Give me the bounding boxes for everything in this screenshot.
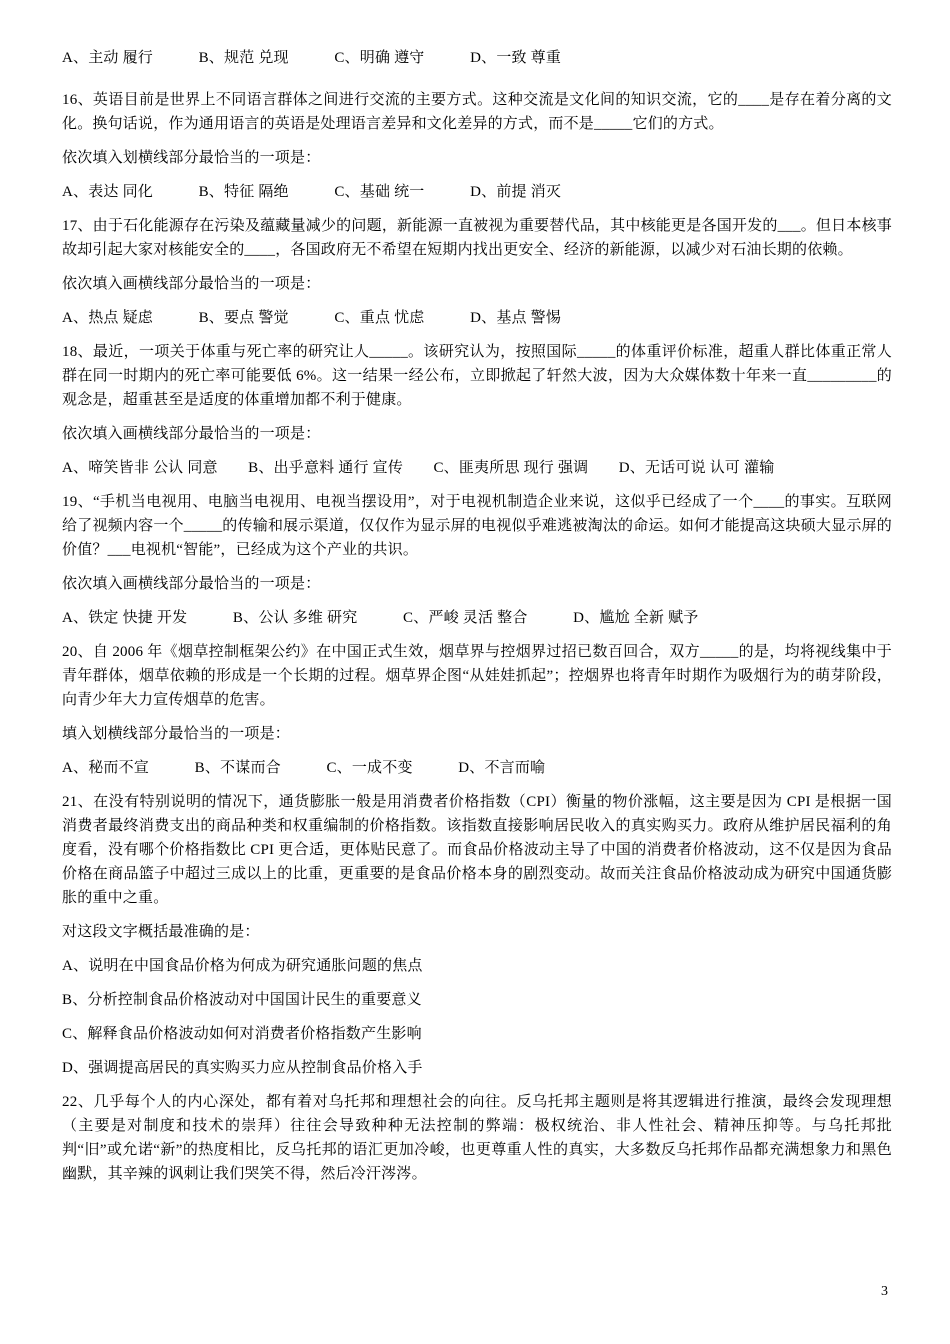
question-16 — [62, 88, 892, 204]
question-18-options-line: A、啼笑皆非 公认 同意 B、出乎意料 通行 宣传 C、匪夷所思 现行 强调 D、无话可说 认可 灌输 — [62, 460, 775, 476]
question-21-option-d: D、强调提高居民的真实购买力应从控制食品价格入手 — [62, 1060, 423, 1076]
question-19-options-line: A、铁定 快捷 开发 B、公认 多维 研究 C、严峻 灵活 整合 D、尴尬 全新 赋予 — [62, 610, 699, 626]
question-16-stem: 16、英语目前是世界上不同语言群体之间进行交流的主要方式。这种交流是文化间的知识交流，它的____是存在着分离的文化。换句话说，作为通用语言的英语是处理语言差异和文化差异的方式，而不是_____它们的方式。 — [62, 92, 892, 132]
question-22 — [62, 1090, 892, 1186]
question-19-prompt: 依次填入画横线部分最恰当的一项是： — [62, 576, 321, 592]
question-18 — [62, 340, 892, 480]
question-17 — [62, 214, 892, 330]
question-21-option-c: C、解释食品价格波动如何对消费者价格指数产生影响 — [62, 1026, 422, 1042]
question-16-prompt: 依次填入划横线部分最恰当的一项是： — [62, 150, 321, 166]
question-20-prompt: 填入划横线部分最恰当的一项是： — [62, 726, 291, 742]
question-19 — [62, 490, 892, 630]
question-17-options-line: A、热点 疑虑 B、要点 警觉 C、重点 忧虑 D、基点 警惕 — [62, 310, 562, 326]
question-21-prompt: 对这段文字概括最准确的是： — [62, 924, 260, 940]
question-21-option-b: B、分析控制食品价格波动对中国国计民生的重要意义 — [62, 992, 422, 1008]
question-19-stem: 19、“手机当电视用、电脑当电视用、电视当摆设用”，对于电视机制造企业来说，这似乎已经成了一个____的事实。互联网给了视频内容一个_____的传输和展示渠道，仅仅作为显示屏的电视似乎难逃被淘汰的命运。如何才能提高这块硕大显示屏的价值？___电视机“智能”，已经成为这个产业的共识。 — [62, 494, 892, 558]
question-16-options-line: A、表达 同化 B、特征 隔绝 C、基础 统一 D、前提 消灭 — [62, 184, 562, 200]
question-20 — [62, 640, 892, 780]
question-21-stem: 21、在没有特别说明的情况下，通货膨胀一般是用消费者价格指数（CPI）衡量的物价涨幅，这主要是因为 CPI 是根据一国消费者最终消费支出的商品种类和权重编制的价格指数。该指数直接影响居民收入的真实购买力。政府从维护居民福利的角度看，没有哪个价格指数比 CPI 更合适，更体贴民意了。而食品价格波动主导了中国的消费者价格波动，这不仅是因为食品价格在商品篮子中超过三成以上的比重，更重要的是食品价格本身的剧烈变动。故而关注食品价格波动成为研究中国通货膨胀的重中之重。 — [62, 794, 892, 906]
question-17-prompt: 依次填入画横线部分最恰当的一项是： — [62, 276, 321, 292]
question-18-stem: 18、最近，一项关于体重与死亡率的研究让人_____。该研究认为，按照国际_____的体重评价标准，超重人群比体重正常人群在同一时期内的死亡率可能要低 6%。这一结果一经公布，立即掀起了轩然大波，因为大众媒体数十年来一直_________的观念是，超重甚至是适度的体重增加都不利于健康。 — [62, 344, 892, 408]
question-21-option-a: A、说明在中国食品价格为何成为研究通胀问题的焦点 — [62, 958, 423, 974]
page-number: 3 — [881, 1284, 888, 1299]
question-21 — [62, 790, 892, 1080]
question-20-stem: 20、自 2006 年《烟草控制框架公约》在中国正式生效，烟草界与控烟界过招已数百回合，双方_____的是，均将视线集中于青年群体，烟草依赖的形成是一个长期的过程。烟草界企图“从娃娃抓起”；控烟界也将青年时期作为吸烟行为的萌芽阶段，向青少年大力宣传烟草的危害。 — [62, 644, 892, 708]
question-20-options-line: A、秘而不宣 B、不谋而合 C、一成不变 D、不言而喻 — [62, 760, 546, 776]
question-22-stem: 22、几乎每个人的内心深处，都有着对乌托邦和理想社会的向往。反乌托邦主题则是将其逻辑进行推演，最终会发现理想（主要是对制度和技术的崇拜）往往会导致种种无法控制的弊端：极权统治、非人性社会、精神压抑等。与乌托邦批判“旧”或允诺“新”的热度相比，反乌托邦的语汇更加冷峻，也更尊重人性的真实，大多数反乌托邦作品都充满想象力和黑色幽默，其辛辣的讽刺让我们哭笑不得，然后冷汗涔涔。 — [62, 1094, 892, 1182]
question-17-stem: 17、由于石化能源存在污染及蕴藏量减少的问题，新能源一直被视为重要替代品，其中核能更是各国开发的___。但日本核事故却引起大家对核能安全的____，各国政府无不希望在短期内找出更安全、经济的新能源，以减少对石油长期的依赖。 — [62, 218, 892, 258]
question-15-options-line: A、主动 履行 B、规范 兑现 C、明确 遵守 D、一致 尊重 — [62, 50, 562, 66]
question-18-prompt: 依次填入画横线部分最恰当的一项是： — [62, 426, 321, 442]
